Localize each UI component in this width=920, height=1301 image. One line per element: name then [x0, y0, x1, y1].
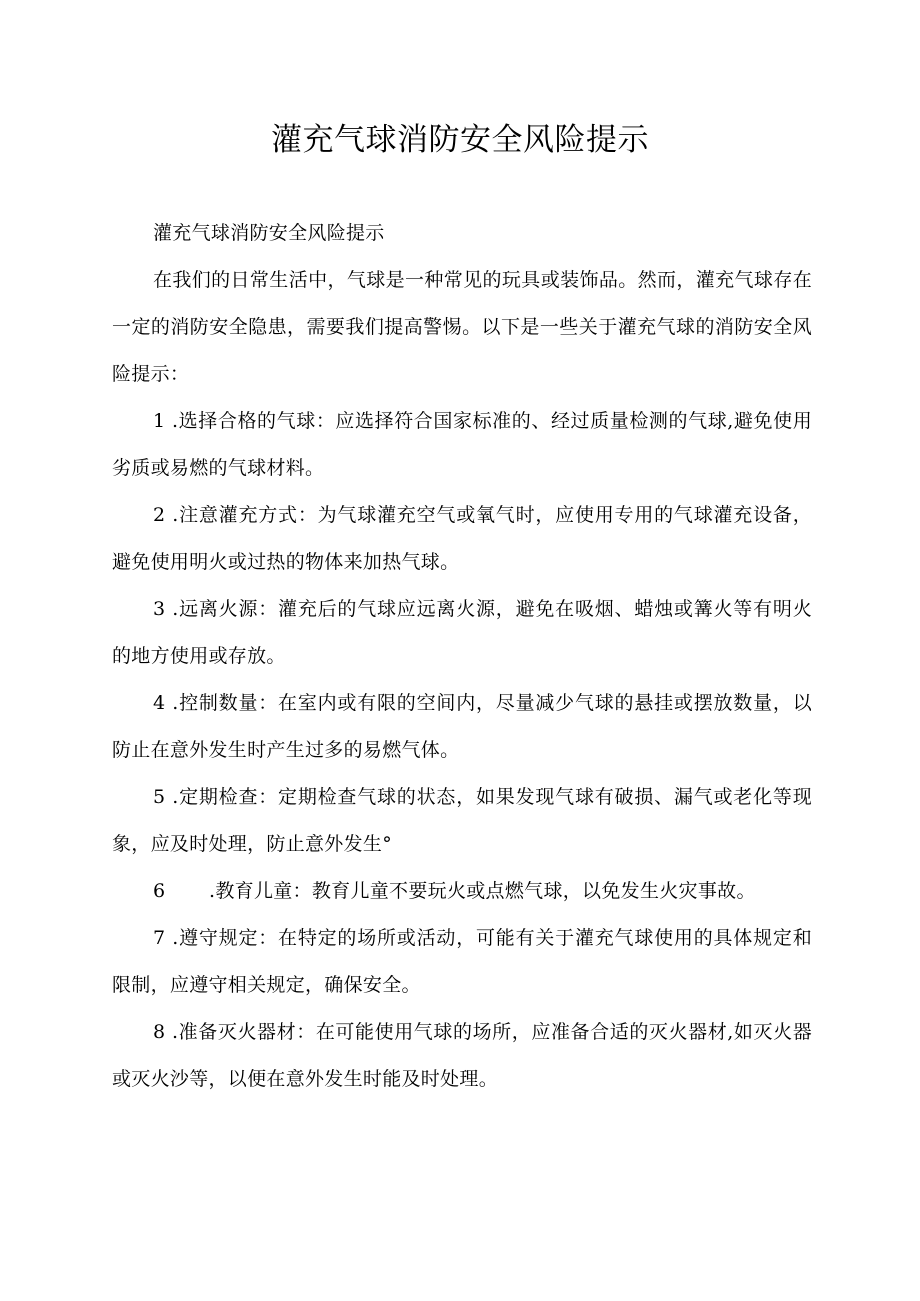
- intro-paragraph: 在我们的日常生活中，气球是一种常见的玩具或装饰品。然而，灌充气球存在一定的消防安全隐患，需要我们提高警惕。以下是一些关于灌充气球的消防安全风险提示：: [112, 269, 812, 385]
- document-body: [112, 210, 812, 1103]
- list-item-text: .控制数量：在室内或有限的空间内，尽量减少气球的悬挂或摆放数量，以防止在意外发生时产生过多的易燃气体。: [112, 692, 812, 761]
- list-item-text: .教育儿童：教育儿童不要玩火或点燃气球，以免发生火灾事故。: [209, 880, 756, 902]
- list-item-text: .遵守规定：在特定的场所或活动，可能有关于灌充气球使用的具体规定和限制，应遵守相关规定，确保安全。: [112, 927, 812, 996]
- list-item: [112, 492, 812, 586]
- subtitle-paragraph: 灌充气球消防安全风险提示: [153, 222, 385, 244]
- list-item: [112, 398, 812, 492]
- list-item-number: 3: [153, 598, 166, 620]
- document-title: 灌充气球消防安全风险提示: [271, 122, 649, 158]
- list-item-number: 6: [153, 880, 166, 902]
- list-item-number: 1: [153, 410, 166, 432]
- list-item-text: .定期检查：定期检查气球的状态，如果发现气球有破损、漏气或老化等现象，应及时处理，防止意外发生°: [112, 786, 812, 855]
- list-item-number: 5: [153, 786, 166, 808]
- list-item: [112, 915, 812, 1009]
- list-item: [112, 868, 812, 915]
- list-item: [112, 680, 812, 774]
- list-item-text: .注意灌充方式：为气球灌充空气或氧气时，应使用专用的气球灌充设备，避免使用明火或过热的物体来加热气球。: [112, 504, 812, 573]
- list-item-number: 2: [153, 504, 166, 526]
- list-item-text: .选择合格的气球：应选择符合国家标准的、经过质量检测的气球,避免使用劣质或易燃的气球材料。: [112, 410, 813, 479]
- list-item-text: .远离火源：灌充后的气球应远离火源，避免在吸烟、蜡烛或篝火等有明火的地方使用或存放。: [112, 598, 812, 667]
- list-item-number: 7: [153, 927, 166, 949]
- list-item-text: .准备灭火器材：在可能使用气球的场所，应准备合适的灭火器材,如灭火器或灭火沙等，以便在意外发生时能及时处理。: [112, 1021, 813, 1090]
- list-item: [112, 586, 812, 680]
- list-item-number: 4: [153, 692, 166, 714]
- list-item: [112, 774, 812, 868]
- list-item: [112, 1009, 812, 1103]
- list-item-number: 8: [153, 1021, 166, 1043]
